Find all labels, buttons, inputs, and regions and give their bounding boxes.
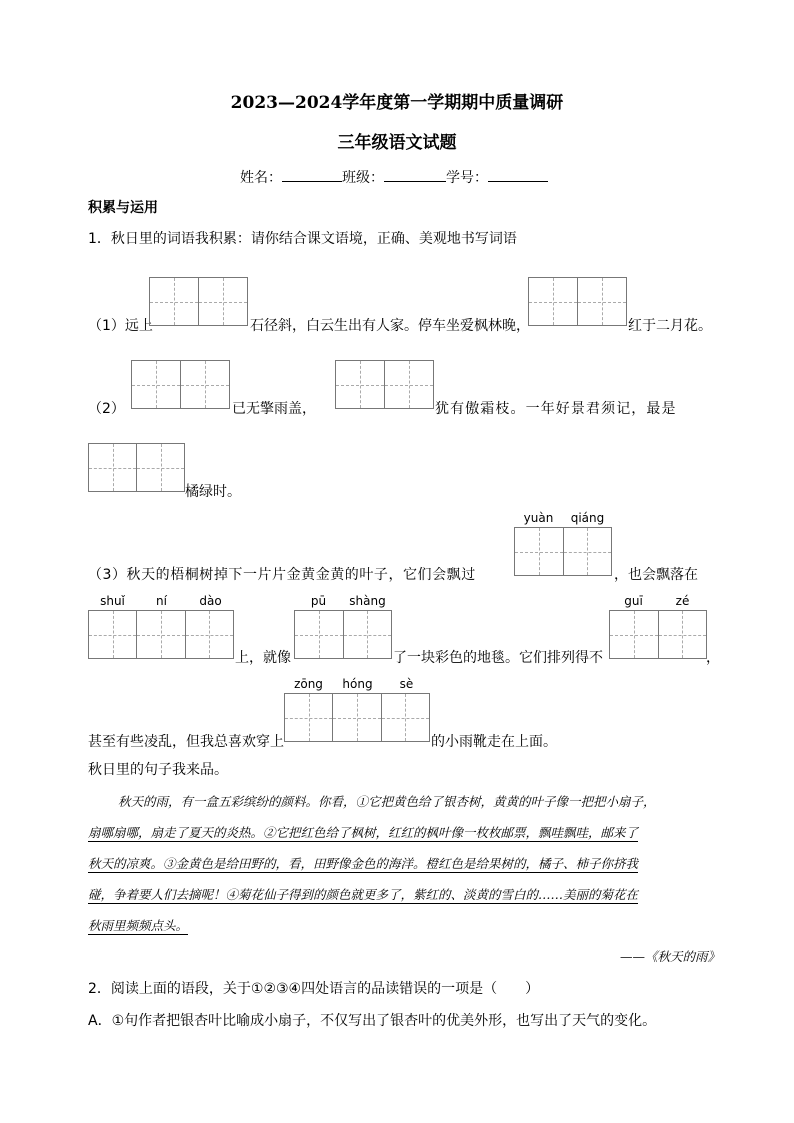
id-label: 学号： — [446, 170, 488, 186]
pinyin: hóng — [342, 677, 373, 691]
writing-grid-6[interactable] — [514, 527, 612, 576]
q1-p2-a: （2） — [88, 401, 125, 417]
writing-grid-10[interactable] — [284, 693, 430, 742]
passage-line: 碰，争着要人们去摘呢！④菊花仙子得到的颜色就更多了，紫红的、淡黄的雪白的……美丽的菊花在 — [88, 887, 639, 902]
name-blank[interactable] — [282, 181, 342, 182]
name-label: 姓名： — [240, 170, 282, 186]
pinyin: pū — [310, 594, 327, 608]
section-title: 积累与运用 — [88, 200, 158, 216]
passage-line: 扇哪扇哪，扇走了夏天的炎热。②它把红色给了枫树，红红的枫叶像一枚枚邮票，飘哇飘哇，邮来了 — [88, 825, 639, 840]
q1-p3-e: ， — [706, 650, 720, 666]
q1-p3-g: 的小雨靴走在上面。 — [431, 734, 557, 750]
class-blank[interactable] — [384, 181, 446, 182]
passage-line: 秋天的雨，有一盒五彩缤纷的颜料。你看，①它把黄色给了银杏树，黄黄的叶子像一把把小扇子， — [118, 794, 656, 809]
q1-p3-f: 甚至有些凌乱，但我总喜欢穿上 — [88, 734, 284, 750]
q1-p1-c: 红于二月花。 — [628, 318, 712, 334]
writing-grid-4[interactable] — [335, 360, 434, 409]
passage-line: 秋天的凉爽。③金黄色是给田野的，看，田野像金色的海洋。橙红色是给果树的，橘子、柿子你挤我 — [88, 856, 639, 871]
writing-grid-5[interactable] — [88, 443, 185, 492]
exam-subtitle: 三年级语文试题 — [337, 133, 457, 153]
exam-title: 2023—2024学年度第一学期期中质量调研 — [230, 93, 564, 113]
q1-p3-a: （3）秋天的梧桐树掉下一片片金黄金黄的叶子，它们会飘过 — [88, 567, 476, 583]
pinyin: zōng — [294, 677, 323, 691]
sentences-heading: 秋日里的句子我来品。 — [88, 762, 228, 778]
q1-stem: 1．秋日里的词语我积累：请你结合课文语境，正确、美观地书写词语 — [88, 231, 517, 247]
writing-grid-7[interactable] — [88, 610, 234, 659]
pinyin: qiáng — [570, 511, 605, 525]
q1-p2-d: 橘绿时。 — [185, 484, 241, 500]
student-info — [240, 167, 548, 187]
writing-grid-9[interactable] — [609, 610, 707, 659]
writing-grid-1[interactable] — [149, 277, 248, 326]
writing-grid-8[interactable] — [294, 610, 392, 659]
pinyin: shuǐ — [100, 594, 125, 608]
q2-option-a[interactable]: A．①句作者把银杏叶比喻成小扇子，不仅写出了银杏叶的优美外形，也写出了天气的变化。 — [88, 1013, 657, 1029]
q1-p2-b: 已无擎雨盖， — [232, 401, 316, 417]
pinyin: zé — [675, 594, 690, 608]
class-label: 班级： — [342, 170, 384, 186]
pinyin: yuàn — [523, 511, 554, 525]
id-blank[interactable] — [488, 181, 548, 182]
q1-p1-b: 石径斜，白云生出有人家。停车坐爱枫林晚， — [250, 318, 530, 334]
writing-grid-3[interactable] — [131, 360, 230, 409]
q1-p2-c: 犹有傲霜枝。一年好景君须记，最是 — [435, 401, 677, 417]
pinyin: guī — [624, 594, 643, 608]
q1-p3-d: 了一块彩色的地毯。它们排列得不 — [393, 650, 603, 666]
q1-p3-c: 上，就像 — [235, 650, 291, 666]
q1-p1-a: （1）远上 — [88, 318, 153, 334]
pinyin: dào — [199, 594, 222, 608]
pinyin: shàng — [349, 594, 386, 608]
pinyin: sè — [399, 677, 414, 691]
q2-stem: 2．阅读上面的语段，关于①②③④四处语言的品读错误的一项是（ ） — [88, 981, 540, 997]
pinyin: ní — [156, 594, 167, 608]
writing-grid-2[interactable] — [528, 277, 627, 326]
passage-source: ——《秋天的雨》 — [620, 949, 721, 964]
q1-p3-b: ，也会飘落在 — [614, 567, 698, 583]
passage-line: 秋雨里频频点头。 — [88, 918, 189, 933]
